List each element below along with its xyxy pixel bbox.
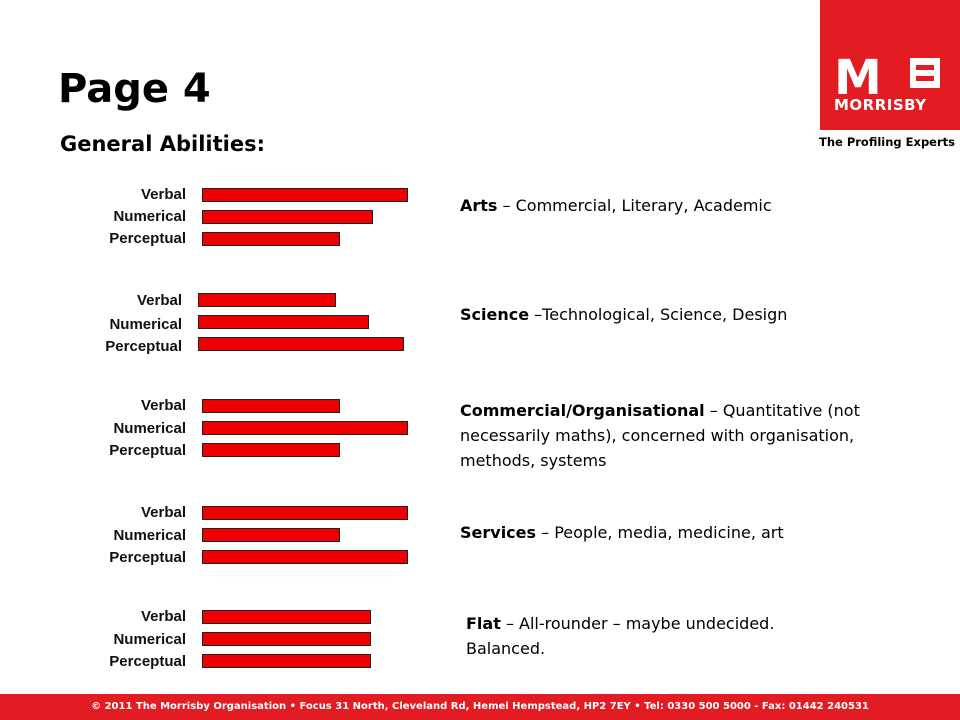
bar-perceptual [198, 337, 404, 351]
logo-tagline: The Profiling Experts [819, 135, 955, 149]
desc-science-heading: Science [460, 305, 530, 324]
label-perceptual: Perceptual [109, 549, 186, 566]
logo-equals-icon [910, 58, 940, 88]
label-perceptual: Perceptual [109, 653, 186, 670]
desc-commercial-text: – Quantitative (not necessarily maths), concerned with organisation, methods, systems [460, 401, 860, 470]
label-numerical: Numerical [113, 208, 186, 225]
desc-flat-heading: Flat [466, 614, 501, 633]
desc-arts-text: – Commercial, Literary, Academic [497, 196, 772, 215]
desc-services-heading: Services [460, 523, 537, 542]
label-numerical: Numerical [113, 631, 186, 648]
bar-perceptual [202, 232, 340, 246]
desc-arts-heading: Arts [460, 196, 498, 215]
page-subtitle: General Abilities: [60, 132, 265, 156]
logo-wordmark: MORRISBY [834, 96, 927, 114]
label-verbal: Verbal [140, 608, 186, 625]
bar-verbal [202, 188, 408, 202]
desc-science [460, 302, 840, 327]
desc-flat-text: – All-rounder – maybe undecided. Balanced. [466, 614, 775, 658]
bar-verbal [198, 293, 336, 307]
bar-perceptual [202, 654, 371, 668]
footer: © 2011 The Morrisby Organisation • Focus 31 North, Cleveland Rd, Hemel Hempstead, HP2 7EY • Tel: 0330 500 5000 - Fax: 01442 240531 [0, 694, 960, 720]
desc-services [460, 520, 840, 545]
bar-perceptual [202, 443, 340, 457]
desc-arts [460, 193, 840, 218]
label-numerical: Numerical [109, 316, 182, 333]
bar-verbal [202, 610, 371, 624]
page-title: Page 4 [58, 66, 211, 112]
morrisby-logo [820, 0, 960, 130]
label-perceptual: Perceptual [105, 338, 182, 355]
bar-numerical [202, 210, 373, 224]
label-perceptual: Perceptual [109, 230, 186, 247]
desc-commercial [460, 398, 880, 473]
desc-flat [466, 611, 826, 661]
desc-services-text: – People, media, medicine, art [536, 523, 784, 542]
desc-science-text: –Technological, Science, Design [529, 305, 788, 324]
bar-verbal [202, 506, 408, 520]
bar-numerical [202, 632, 371, 646]
bar-numerical [202, 528, 340, 542]
label-numerical: Numerical [113, 420, 186, 437]
bar-verbal [202, 399, 340, 413]
label-verbal: Verbal [136, 292, 182, 309]
label-perceptual: Perceptual [109, 442, 186, 459]
bar-numerical [202, 421, 408, 435]
bar-numerical [198, 315, 369, 329]
label-verbal: Verbal [140, 397, 186, 414]
label-numerical: Numerical [113, 527, 186, 544]
label-verbal: Verbal [140, 186, 186, 203]
bar-perceptual [202, 550, 408, 564]
logo-mark: M [834, 50, 880, 106]
desc-commercial-heading: Commercial/Organisational [460, 401, 705, 420]
label-verbal: Verbal [140, 504, 186, 521]
